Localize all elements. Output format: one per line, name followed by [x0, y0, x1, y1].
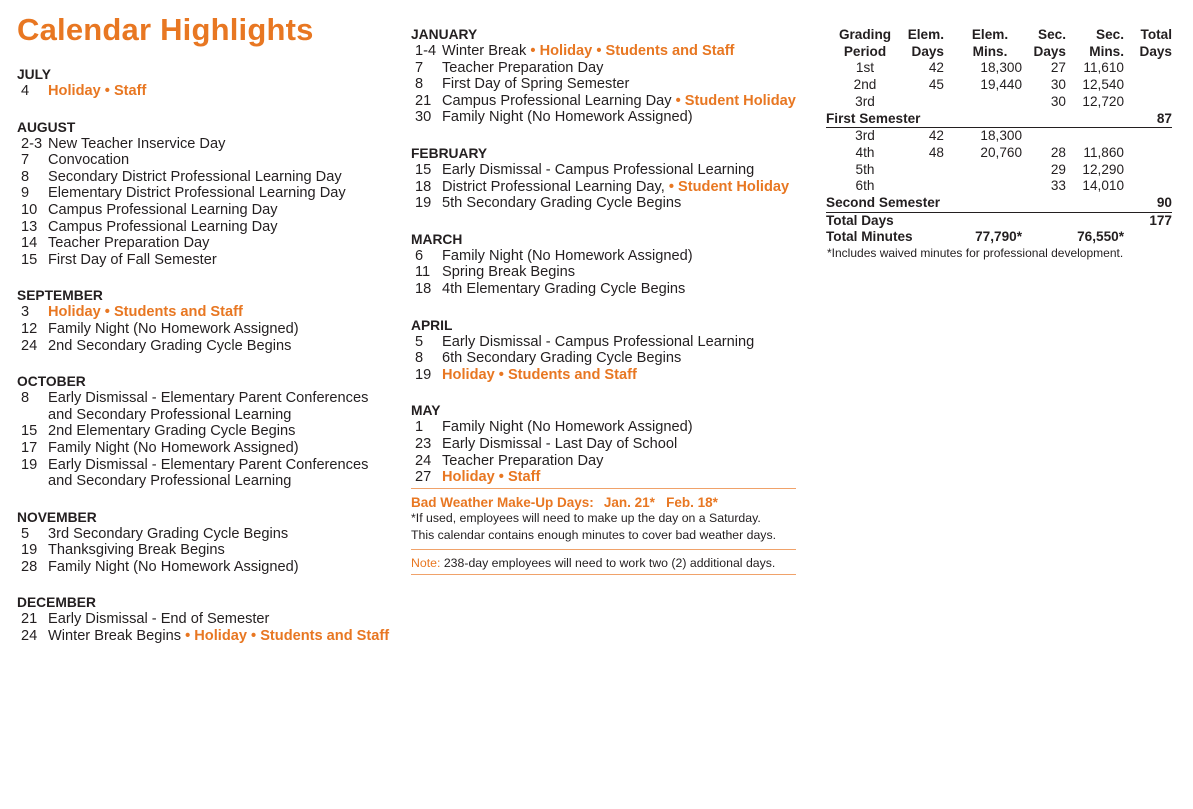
calendar-entry [411, 334, 806, 351]
entry-text [442, 76, 806, 93]
month-heading: AUGUST [17, 119, 76, 135]
table-cell-sd: 28 [1050, 144, 1066, 160]
total-days-label: Total Days [826, 212, 894, 228]
month-heading: MAY [411, 403, 441, 419]
table-cell-sm: 12,720 [1082, 93, 1124, 109]
entry-description: Family Night (No Homework Assigned) [442, 109, 693, 126]
month-heading: JANUARY [411, 27, 478, 42]
second-semester-label: Second Semester [826, 195, 941, 211]
table-cell-sd: 27 [1050, 60, 1066, 76]
calendar-entry [411, 367, 806, 384]
entry-text [442, 367, 806, 384]
entry-description: Secondary District Professional Learning Day [48, 168, 342, 185]
calendar-entry [411, 195, 806, 212]
entry-text [48, 338, 402, 355]
month-heading: JULY [17, 67, 52, 82]
month-heading: NOVEMBER [17, 509, 97, 525]
calendar-entry [411, 60, 806, 77]
calendar-entry [17, 457, 402, 474]
second-semester-row [826, 195, 1172, 212]
table-row [826, 94, 1172, 111]
table-cell-sd: 30 [1050, 77, 1066, 93]
calendar-entry [17, 338, 402, 355]
table-cell-sd [1022, 128, 1066, 145]
calendar-entry [17, 169, 402, 186]
entry-day: 1-4 [415, 43, 437, 59]
table-cell-ed [904, 178, 944, 195]
holiday-tag: Holiday [48, 304, 101, 321]
table-row [826, 178, 1172, 195]
calendar-entry [411, 162, 806, 179]
entry-description: Winter Break Begins [48, 628, 182, 645]
table-cell-sm: 11,860 [1083, 144, 1124, 160]
table-cell-ed: 45 [928, 77, 944, 93]
calendar-entry [411, 43, 806, 60]
entry-text [442, 334, 806, 351]
entry-text [442, 469, 806, 486]
table-cell-gp: 6th [855, 178, 875, 194]
table-cell-gp: 3rd [855, 93, 875, 109]
entry-day: 10 [21, 201, 38, 218]
entry-description: Early Dismissal - Last Day of School [442, 435, 678, 452]
entry-description: Elementary District Professional Learning Day [48, 185, 346, 202]
entry-text [48, 219, 402, 236]
entry-text [48, 169, 402, 186]
entry-text [442, 109, 806, 126]
total-days-row [826, 212, 1172, 229]
table-cell-gp: 2nd [853, 77, 877, 93]
calendar-column-middle [411, 27, 806, 486]
entry-day: 19 [415, 366, 432, 383]
entry-description: Winter Break [442, 43, 527, 59]
table-cell-sm: 14,010 [1082, 178, 1124, 194]
header-sec-mins: Sec. Mins. [1089, 27, 1124, 59]
entry-description: Teacher Preparation Day [442, 452, 604, 469]
entry-day: 30 [415, 109, 432, 126]
table-cell-gp: 1st [855, 60, 875, 76]
calendar-entry [17, 390, 402, 407]
table-footnote: *Includes waived minutes for professional development. [827, 246, 1124, 260]
entry-text [48, 252, 402, 269]
entry-day: 19 [21, 542, 38, 559]
calendar-entry [17, 185, 402, 202]
holiday-tag: Students and Staff [260, 628, 390, 645]
month-heading: FEBRUARY [411, 145, 488, 161]
bad-weather-line: *If used, employees will need to make up the day on a Saturday. [411, 511, 761, 525]
calendar-entry [17, 526, 402, 543]
entry-text [48, 457, 402, 474]
entry-day: 18 [415, 178, 432, 195]
table-cell-gp: 3rd [855, 128, 875, 144]
entry-description: Early Dismissal - Campus Professional Learning [442, 161, 755, 178]
month-heading: MARCH [411, 231, 463, 247]
entry-day: 24 [415, 452, 432, 469]
entry-description: Teacher Preparation Day [442, 59, 604, 76]
holiday-tag: Holiday [442, 469, 495, 486]
month-heading: OCTOBER [17, 374, 86, 390]
entry-day: 1 [415, 419, 424, 436]
entry-day: 27 [415, 469, 432, 486]
calendar-entry-continuation [17, 473, 402, 490]
entry-day: 17 [21, 439, 38, 456]
bullet-separator: • [100, 304, 114, 321]
entry-description: 4th Elementary Grading Cycle Begins [442, 280, 686, 297]
calendar-entry [17, 152, 402, 169]
table-row [826, 77, 1172, 94]
entry-description: New Teacher Inservice Day [48, 135, 226, 152]
first-semester-label: First Semester [826, 110, 921, 126]
page-title: Calendar Highlights [17, 12, 314, 47]
month-heading: SEPTEMBER [17, 288, 103, 304]
entry-description: 3rd Secondary Grading Cycle Begins [48, 525, 289, 542]
calendar-entry [17, 202, 402, 219]
table-cell-sm [1066, 128, 1124, 145]
table-cell-em: 19,440 [980, 77, 1022, 93]
entry-text [442, 43, 806, 60]
calendar-entry [17, 611, 402, 628]
entry-description: Spring Break Begins [442, 264, 576, 281]
entry-description: 2nd Secondary Grading Cycle Begins [48, 337, 292, 354]
entry-day: 14 [21, 235, 38, 252]
bullet-separator: • [592, 43, 606, 59]
table-cell-ed: 48 [928, 144, 944, 160]
entry-text [48, 235, 402, 252]
table-cell-gp: 5th [855, 161, 875, 177]
holiday-tag: Student Holiday [678, 178, 790, 195]
entry-description: Family Night (No Homework Assigned) [48, 558, 299, 575]
bullet-separator: • [671, 92, 685, 109]
calendar-entry [17, 83, 402, 100]
table-cell-em: 18,300 [980, 128, 1022, 144]
entry-description: 5th Secondary Grading Cycle Begins [442, 195, 682, 212]
second-semester-total: 90 [1124, 195, 1172, 212]
grading-table [826, 27, 1172, 246]
entry-description: Family Night (No Homework Assigned) [442, 247, 693, 264]
entry-day: 23 [415, 435, 432, 452]
entry-text [48, 83, 402, 100]
entry-text [442, 453, 806, 470]
entry-day: 8 [415, 350, 424, 367]
entry-day: 15 [21, 251, 38, 268]
calendar-entry [411, 109, 806, 126]
entry-day: 21 [415, 92, 432, 109]
entry-text [48, 152, 402, 169]
table-cell-em: 18,300 [980, 60, 1022, 76]
entry-text [442, 248, 806, 265]
holiday-tag: Student Holiday [684, 92, 796, 109]
entry-day: 18 [415, 280, 432, 297]
entry-day: 7 [21, 152, 30, 169]
entry-day: 21 [21, 611, 38, 628]
header-grading-period: Grading Period [838, 27, 892, 59]
table-cell-ed: 42 [928, 60, 944, 76]
entry-day: 2-3 [21, 135, 43, 152]
bullet-separator: • [664, 178, 679, 195]
table-cell-em [944, 162, 1022, 179]
bullet-separator: • [246, 628, 261, 645]
calendar-entry [17, 219, 402, 236]
entry-text [442, 436, 806, 453]
calendar-entry [17, 440, 402, 457]
entry-description: Campus Professional Learning Day [48, 218, 278, 235]
entry-text [442, 60, 806, 77]
table-cell-em [944, 94, 1022, 111]
calendar-entry [17, 136, 402, 153]
entry-description: Early Dismissal - End of Semester [48, 611, 270, 628]
table-cell-em [944, 178, 1022, 195]
entry-text [442, 195, 806, 212]
entry-text [48, 304, 402, 321]
entry-description: First Day of Spring Semester [442, 76, 630, 93]
entry-text [48, 559, 402, 576]
entry-day: 24 [21, 628, 38, 645]
entry-description: Family Night (No Homework Assigned) [48, 439, 299, 456]
bullet-separator: • [181, 628, 195, 645]
table-cell-gp: 4th [855, 144, 875, 160]
first-semester-total: 87 [1124, 111, 1172, 128]
calendar-entry [411, 436, 806, 453]
entry-day: 8 [21, 390, 30, 407]
entry-text [442, 350, 806, 367]
holiday-tag: Holiday [539, 43, 593, 59]
entry-day: 5 [415, 333, 424, 350]
table-row [826, 162, 1172, 179]
calendar-entry [17, 321, 402, 338]
entry-day: 7 [415, 59, 424, 76]
table-cell-sd: 30 [1050, 93, 1066, 109]
entry-text [442, 179, 806, 196]
note-text: 238-day employees will need to work two (2) additional days. [443, 556, 776, 570]
calendar-entry [411, 469, 806, 486]
divider [411, 574, 796, 575]
calendar-entry [17, 628, 402, 645]
header-total-days: Total Days [1139, 27, 1172, 59]
calendar-entry [17, 304, 402, 321]
holiday-tag: Holiday [442, 366, 495, 383]
calendar-column-left [17, 67, 402, 645]
table-cell-sd: 33 [1050, 178, 1066, 194]
holiday-tag: Students and Staff [507, 366, 637, 383]
entry-description: Early Dismissal - Elementary Parent Conferences [48, 456, 369, 473]
month-heading: DECEMBER [17, 595, 96, 611]
divider [411, 488, 796, 489]
entry-day: 15 [415, 161, 432, 178]
entry-text [442, 162, 806, 179]
total-minutes-label: Total Minutes [826, 229, 913, 245]
entry-description: Early Dismissal - Elementary Parent Conferences [48, 390, 369, 407]
entry-day: 9 [21, 185, 30, 202]
entry-description: Family Night (No Homework Assigned) [48, 320, 299, 337]
entry-description: First Day of Fall Semester [48, 251, 217, 268]
entry-day: 19 [415, 195, 432, 212]
table-header-row [826, 27, 1172, 60]
bullet-separator: • [526, 43, 540, 59]
holiday-tag: Holiday [48, 83, 101, 99]
entry-description: Campus Professional Learning Day [48, 201, 278, 218]
entry-text [48, 542, 402, 559]
calendar-entry [17, 235, 402, 252]
entry-description: Campus Professional Learning Day [442, 92, 672, 109]
divider [411, 549, 796, 550]
total-days-value: 177 [1149, 212, 1172, 228]
entry-text [48, 628, 402, 645]
entry-description: Family Night (No Homework Assigned) [442, 419, 693, 436]
header-sec-days: Sec. Days [1033, 27, 1066, 59]
table-row [826, 145, 1172, 162]
total-minutes-sec: 76,550* [1077, 229, 1124, 245]
calendar-entry-continuation [17, 407, 402, 424]
entry-day: 3 [21, 304, 30, 321]
entry-text [442, 264, 806, 281]
calendar-entry [17, 559, 402, 576]
entry-day: 8 [21, 168, 30, 185]
total-minutes-row [826, 229, 1172, 246]
entry-text [48, 423, 402, 440]
entry-text [48, 526, 402, 543]
entry-text [442, 93, 806, 110]
entry-day: 28 [21, 558, 38, 575]
calendar-entry [17, 423, 402, 440]
entry-day: 24 [21, 337, 38, 354]
entry-description: and Secondary Professional Learning [48, 473, 292, 490]
holiday-tag: Staff [113, 83, 147, 99]
entry-text [48, 611, 402, 628]
bad-weather-label: Bad Weather Make-Up Days: [411, 495, 594, 510]
entry-day: 15 [21, 423, 38, 440]
entry-day: 12 [21, 320, 38, 337]
entry-day: 19 [21, 456, 38, 473]
entry-day: 4 [21, 83, 30, 99]
table-cell-sm: 12,540 [1082, 77, 1124, 93]
table-cell-sd: 29 [1050, 161, 1066, 177]
entry-day: 11 [415, 264, 431, 281]
total-minutes-elem: 77,790* [975, 229, 1022, 245]
calendar-entry [411, 350, 806, 367]
calendar-entry [411, 281, 806, 298]
table-cell-sm: 11,610 [1083, 60, 1124, 76]
entry-description: Thanksgiving Break Begins [48, 542, 225, 559]
table-row [826, 128, 1172, 145]
month-heading: APRIL [411, 317, 453, 333]
first-semester-row [826, 111, 1172, 128]
calendar-entry [411, 419, 806, 436]
bad-weather-line: This calendar contains enough minutes to cover bad weather days. [411, 528, 777, 542]
entry-text [48, 202, 402, 219]
calendar-entry [17, 542, 402, 559]
bad-weather-box [411, 488, 796, 575]
bullet-separator: • [100, 83, 114, 99]
entry-day: 8 [415, 76, 424, 93]
header-elem-days: Elem. Days [907, 27, 944, 59]
bad-weather-heading [411, 495, 796, 510]
entry-description: Convocation [48, 152, 130, 169]
entry-text [48, 321, 402, 338]
calendar-entry [411, 248, 806, 265]
table-cell-em: 20,760 [980, 144, 1022, 160]
entry-text [442, 281, 806, 298]
table-cell-ed [904, 162, 944, 179]
entry-description: District Professional Learning Day, [442, 178, 665, 195]
bullet-separator: • [494, 469, 508, 486]
table-row [826, 60, 1172, 77]
holiday-tag: Students and Staff [113, 304, 243, 321]
holiday-tag: Students and Staff [605, 43, 735, 59]
entry-description: and Secondary Professional Learning [48, 406, 292, 423]
entry-description: 6th Secondary Grading Cycle Begins [442, 350, 682, 367]
entry-description: Teacher Preparation Day [48, 235, 210, 252]
note [411, 556, 796, 574]
entry-text [48, 440, 402, 457]
table-cell-sm: 12,290 [1082, 161, 1124, 177]
table-cell-ed: 42 [928, 128, 944, 144]
calendar-entry [411, 453, 806, 470]
entry-day: 5 [21, 525, 30, 542]
calendar-entry [411, 93, 806, 110]
table-cell-ed [904, 94, 944, 111]
entry-description: Early Dismissal - Campus Professional Learning [442, 333, 755, 350]
calendar-entry [411, 264, 806, 281]
note-label: Note: [411, 556, 441, 570]
entry-text [442, 419, 806, 436]
header-elem-mins: Elem. Mins. [971, 27, 1009, 59]
entry-day: 13 [21, 218, 38, 235]
bad-weather-dates: Jan. 21* Feb. 18* [603, 495, 718, 510]
entry-text [48, 390, 402, 407]
bullet-separator: • [494, 366, 508, 383]
calendar-entry [411, 179, 806, 196]
holiday-tag: Staff [507, 469, 541, 486]
entry-description: 2nd Elementary Grading Cycle Begins [48, 423, 296, 440]
entry-day: 6 [415, 247, 424, 264]
entry-text [48, 136, 402, 153]
holiday-tag: Holiday [194, 628, 247, 645]
entry-text [48, 185, 402, 202]
calendar-entry [17, 252, 402, 269]
calendar-entry [411, 76, 806, 93]
